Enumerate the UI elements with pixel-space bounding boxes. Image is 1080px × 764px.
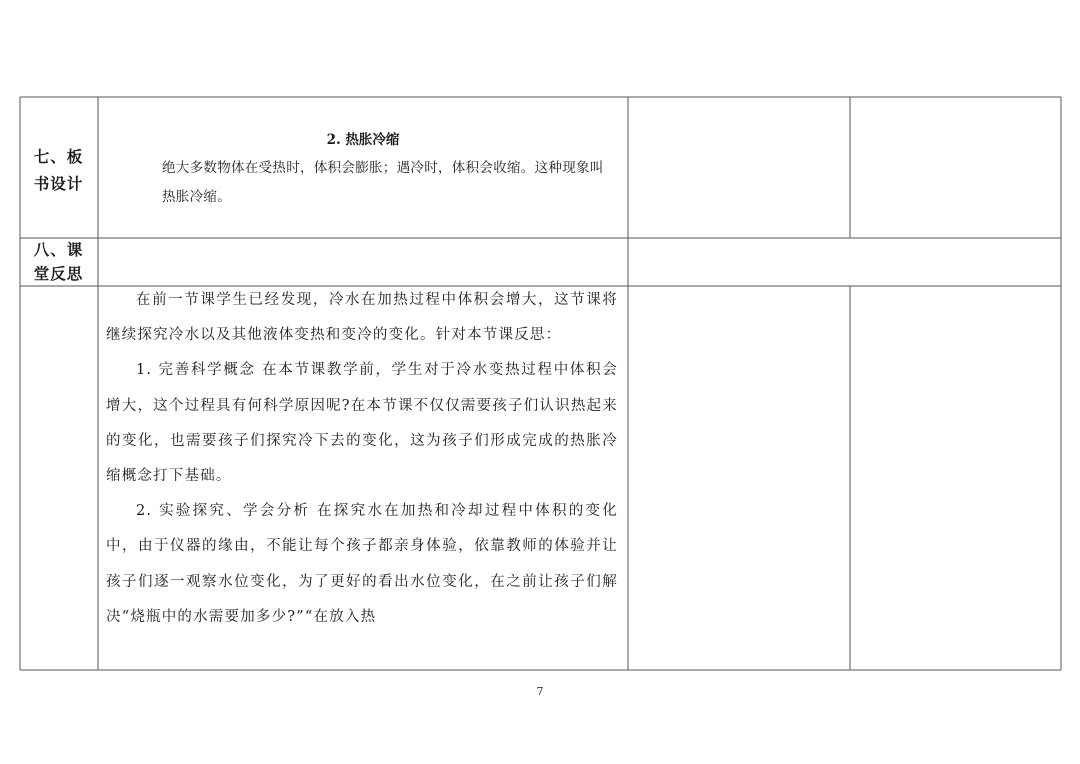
reflection-label-line1: 八、课 (33, 240, 84, 259)
reflection-intro: 在前一节课学生已经发现，冷水在加热过程中体积会增大，这节课将继续探究冷水以及其他液体变热和变冷的变化。针对本节课反思： (106, 292, 618, 344)
board-design-label-line1: 七、板 (33, 147, 84, 166)
reflection-text (106, 283, 618, 635)
reflection-label (20, 238, 97, 286)
board-design-label (20, 143, 97, 197)
page-number: 7 (536, 685, 544, 698)
board-design-title: 2. 热胀冷缩 (326, 132, 400, 148)
reflection-label-line2: 堂反思 (33, 264, 84, 283)
board-design-body: 绝大多数物体在受热时，体积会膨胀；遇冷时，体积会收缩。这种现象叫热胀冷缩。 (162, 160, 604, 205)
reflection-point-2: 2. 实验探究、学会分析 在探究水在加热和冷却过程中体积的变化中，由于仪器的缘由，不能让每个孩子都亲身体验，依靠教师的体验并让孩子们逐一观察水位变化，为了更好的看出水位变化，在之前让孩子们解决“烧瓶中的水需要加多少?”“在放入热 (106, 503, 618, 625)
reflection-point-1: 1. 完善科学概念 在本节课教学前，学生对于冷水变热过程中体积会增大，这个过程具有何科学原因呢?在本节课不仅仅需要孩子们认识热起来的变化，也需要孩子们探究冷下去的变化，这为孩子们形成完成的热胀冷缩概念打下基础。 (106, 362, 618, 485)
board-design-label-line2: 书设计 (33, 174, 84, 193)
